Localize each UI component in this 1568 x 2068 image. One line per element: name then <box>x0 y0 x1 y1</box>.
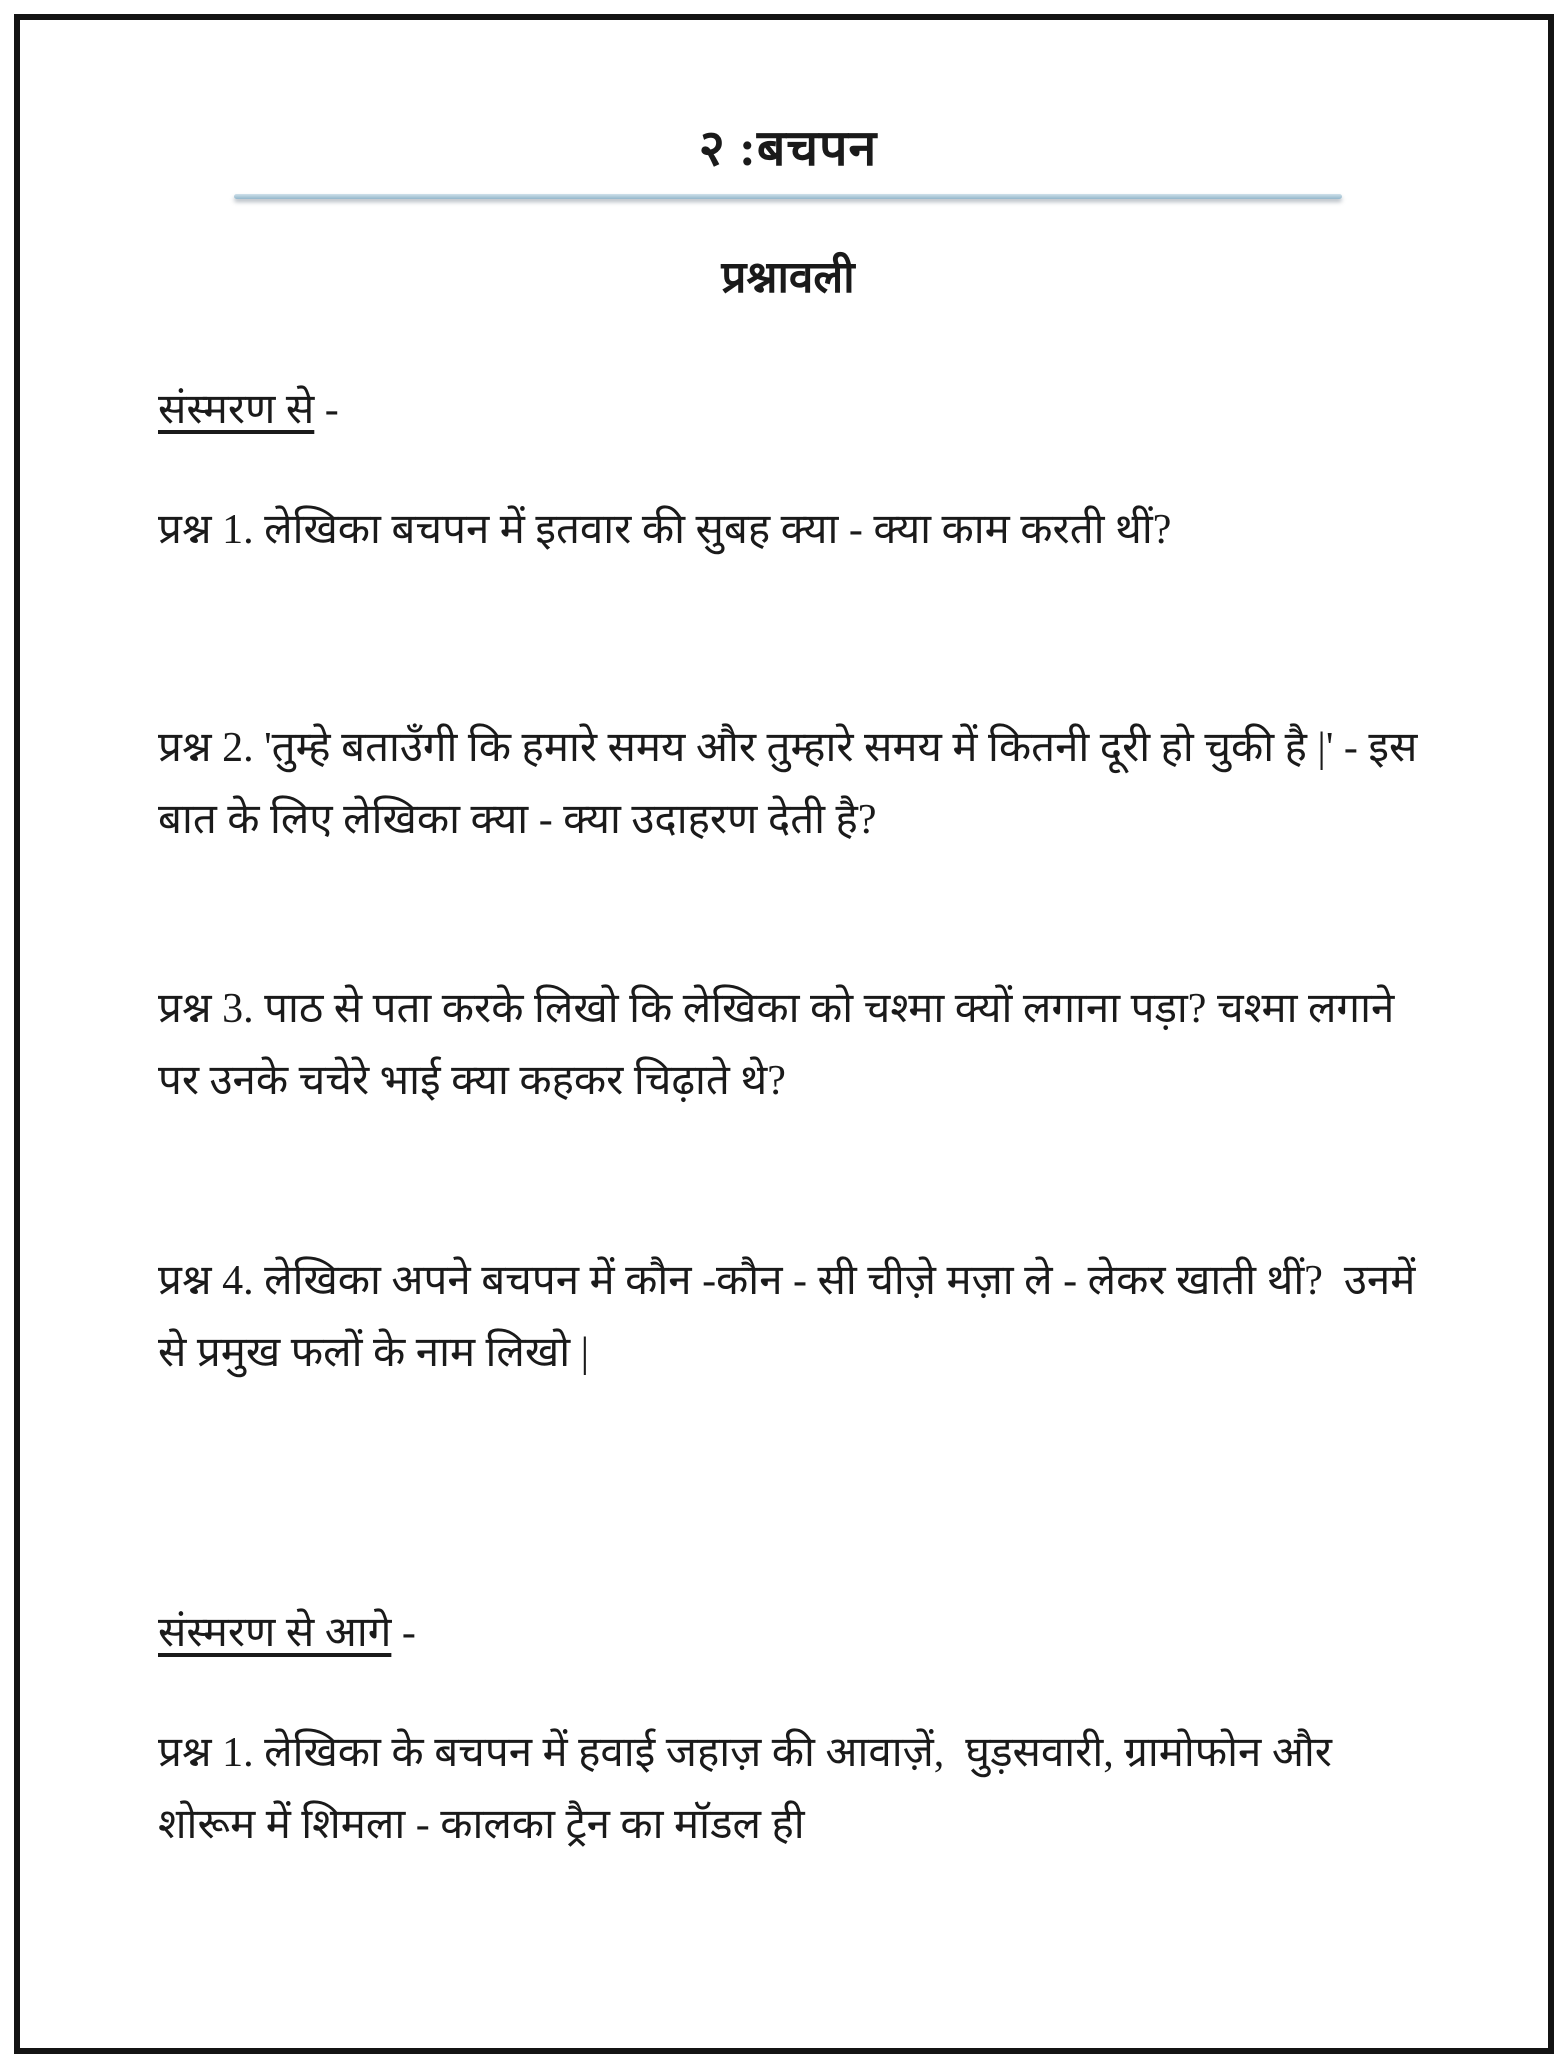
page-title: २ :बचपन <box>698 120 878 176</box>
question-1-1: प्रश्न 1. लेखिका बचपन में इतवार की सुबह क्या - क्या काम करती थीं? <box>158 507 1172 553</box>
question-1-3: प्रश्न 3. पाठ से पता करके लिखो कि लेखिका को चश्मा क्यों लगाना पड़ा? चश्मा लगाने पर उनके चचेरे भाई क्या कहकर चिढ़ाते थे? <box>158 985 1405 1104</box>
section-heading-1-suffix: - <box>314 387 339 433</box>
answer-space-2 <box>158 857 1418 973</box>
answer-space-3 <box>158 1117 1418 1245</box>
question-1-4: प्रश्न 4. लेखिका अपने बचपन में कौन -कौन - सी चीज़े मज़ा ले - लेकर खाती थीं? उनमें से प्रमुख फलों के नाम लिखो | <box>158 1258 1426 1377</box>
section-heading-2-text: संस्मरण से आगे <box>158 1609 392 1656</box>
section-heading-1-text: संस्मरण से <box>158 387 315 433</box>
section-heading-2 <box>158 1602 1418 1659</box>
question-1-2: प्रश्न 2. 'तुम्हे बताउँगी कि हमारे समय और तुम्हारे समय में कितनी दूरी हो चुकी है |' - इस बात के लिए लेखिका क्या - क्या उदाहरण देती है? <box>158 725 1428 844</box>
answer-space-1 <box>158 566 1418 712</box>
page-subtitle: प्रश्नावली <box>721 253 855 302</box>
title-divider-rule <box>234 194 1343 199</box>
question-2-1: प्रश्न 1. लेखिका के बचपन में हवाई जहाज़ की आवाज़ें, घुड़सवारी, ग्रामोफोन और शोरूम में शिमला - कालका ट्रैन का मॉडल ही <box>158 1729 1343 1848</box>
document-page <box>14 14 1554 2054</box>
section-heading-2-suffix: - <box>391 1609 416 1656</box>
answer-space-4 <box>158 1390 1418 1602</box>
section-heading-1 <box>158 379 1418 436</box>
